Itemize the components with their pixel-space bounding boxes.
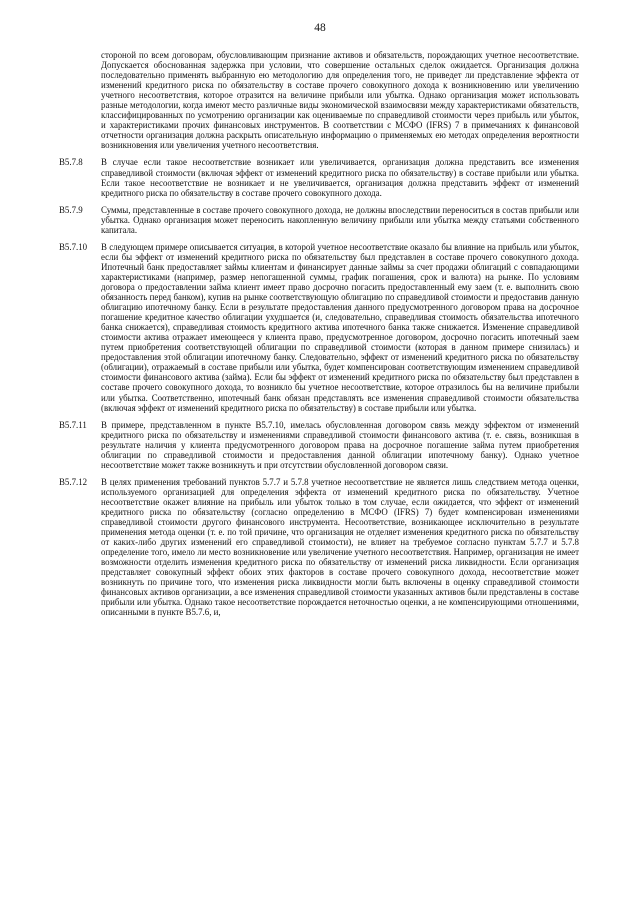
paragraph-continuation: стороной по всем договорам, обусловливающим признание активов и обязательств, порождающих учетное несоответствие. Допускается обоснованная задержка при условии, что совершение остальных сделок ожидается. Организация должна последовательно применять выбранную ею методологию для определения того, не приведет ли представление эффекта от изменений кредитного риска по обязательству в составе прочего совокупного дохода к возникновению или увеличению учетного несоответствия, которое отразится на величине прибыли или убытка. Однако организация может использовать разные методологии, когда имеют место различные виды экономической взаимосвязи между характеристиками обязательств, классифицированных по усмотрению организации как оцениваемые по справедливой стоимости через прибыль или убыток, и характеристиками прочих финансовых инструментов. В соответствии с МСФО (IFRS) 7 в примечаниях к финансовой отчетности организация должна раскрыть описательную информацию о применяемых ею методах определения вероятности возникновения или увеличения учетного несоответствия. <box>101 50 579 151</box>
paragraph-number: B5.7.12 <box>59 476 88 487</box>
paragraph-number: B5.7.8 <box>59 157 83 168</box>
paragraph-b5-7-9 <box>59 205 579 235</box>
paragraph-number: B5.7.11 <box>59 419 87 430</box>
paragraph-b5-7-10 <box>59 242 579 413</box>
paragraph-text: Суммы, представленные в составе прочего совокупного дохода, не должны впоследствии переноситься в состав прибыли или убытка. Однако организация может переносить накопленную величину прибыли или убытка между статьями собственного капитала. <box>101 204 579 235</box>
paragraph-text: В целях применения требований пунктов 5.7.7 и 5.7.8 учетное несоответствие не является лишь следствием метода оценки, используемого организацией для определения эффекта от изменений кредитного риска по обязательству. Учетное несоответствие окажет влияние на прибыль или убыток только в том случае, если ожидается, что эффект от изменений кредитного риска по обязательству (согласно определению в МСФО (IFRS) 7) будет компенсирован изменениями справедливой стоимости другого финансового инструмента. Несоответствие, возникающее исключительно в результате применения метода оценки (т. е. по той причине, что организация не отделяет изменения кредитного риска по обязательству от каких-либо других изменений его справедливой стоимости), не влияет на требуемое согласно пунктам 5.7.7 и 5.7.8 определение того, имело ли место возникновение или увеличение учетного несоответствия. Например, организация не имеет возможности отделить изменения кредитного риска по обязательству от изменений риска ликвидности. Если организация представляет совокупный эффект обоих этих факторов в составе прочего совокупного дохода, несоответствие может возникнуть по причине того, что изменения риска ликвидности могли быть включены в оценку справедливой стоимости финансовых активов организации, а все изменения справедливой стоимости указанных активов были представлены в составе прибыли или убытка. Однако такое несоответствие порождается неточностью оценки, а не компенсирующими отношениями, описанными в пункте B5.7.6, и, <box>101 476 579 618</box>
paragraph-b5-7-12 <box>59 477 579 618</box>
paragraph-text: В примере, представленном в пункте B5.7.10, имелась обусловленная договором связь между эффектом от изменений кредитного риска по обязательству и изменениями справедливой стоимости финансового актива (т. е. связь, возникшая в результате наличия у клиента предусмотренного договором права на досрочное погашение займа путем приобретения облигации по справедливой стоимости и предоставления данной облигации ипотечному банку). Однако учетное несоответствие может также возникнуть и при отсутствии обусловленной договором связи. <box>101 419 579 470</box>
paragraph-number: B5.7.10 <box>59 241 88 252</box>
paragraph-number: B5.7.9 <box>59 204 83 215</box>
paragraph-b5-7-8 <box>59 157 579 197</box>
page-body <box>59 50 579 624</box>
paragraph-text: В следующем примере описывается ситуация, в которой учетное несоответствие оказало бы влияние на прибыль или убыток, если бы эффект от изменений кредитного риска по обязательству был представлен в составе прочего совокупного дохода. Ипотечный банк предоставляет займы клиентам и финансирует данные займы за счет продажи облигаций с совпадающими характеристиками (например, размер непогашенной суммы, график погашения, срок и валюта) на рынке. По условиям договора о предоставлении займа клиент имеет право досрочно погасить предоставленный ему заем (т. е. выполнить свою обязанность перед банком), купив на рынке соответствующую облигацию по справедливой стоимости и предоставив данную облигацию ипотечному банку. Если в результате предоставления данного предусмотренного договором права на досрочное погашение кредитное качество облигации ухудшается (и, следовательно, справедливая стоимость обязательства ипотечного банка снижается), справедливая стоимость кредитного актива ипотечного банка также снижается. Изменение справедливой стоимости актива отражает имеющееся у клиента право, предусмотренное договором, досрочно погасить ипотечный заем путем приобретения соответствующей облигации по справедливой стоимости (которая в данном примере снизилась) и предоставления этой облигации ипотечному банку. Следовательно, эффект от изменений кредитного риска по обязательству (облигации), отражаемый в составе прибыли или убытка, будет компенсирован соответствующим изменением справедливой стоимости финансового актива (займа). Если бы эффект от изменений кредитного риска по обязательству был представлен в составе прочего совокупного дохода, то возникло бы учетное несоответствие, которое отразилось бы на величине прибыли или убытка. Соответственно, ипотечный банк обязан представлять все изменения справедливой стоимости обязательства (включая эффект от изменений кредитного риска по обязательству) в составе прибыли или убытка. <box>101 241 579 413</box>
page-number: 48 <box>314 22 326 34</box>
paragraph-text: В случае если такое несоответствие возникает или увеличивается, организация должна представить все изменения справедливой стоимости (включая эффект от изменений кредитного риска по обязательству) в составе прибыли или убытка. Если такое несоответствие не возникает и не увеличивается, организация должна представить эффект от изменений кредитного риска по обязательству в составе прочего совокупного дохода. <box>101 157 579 198</box>
paragraph-b5-7-11 <box>59 420 579 470</box>
